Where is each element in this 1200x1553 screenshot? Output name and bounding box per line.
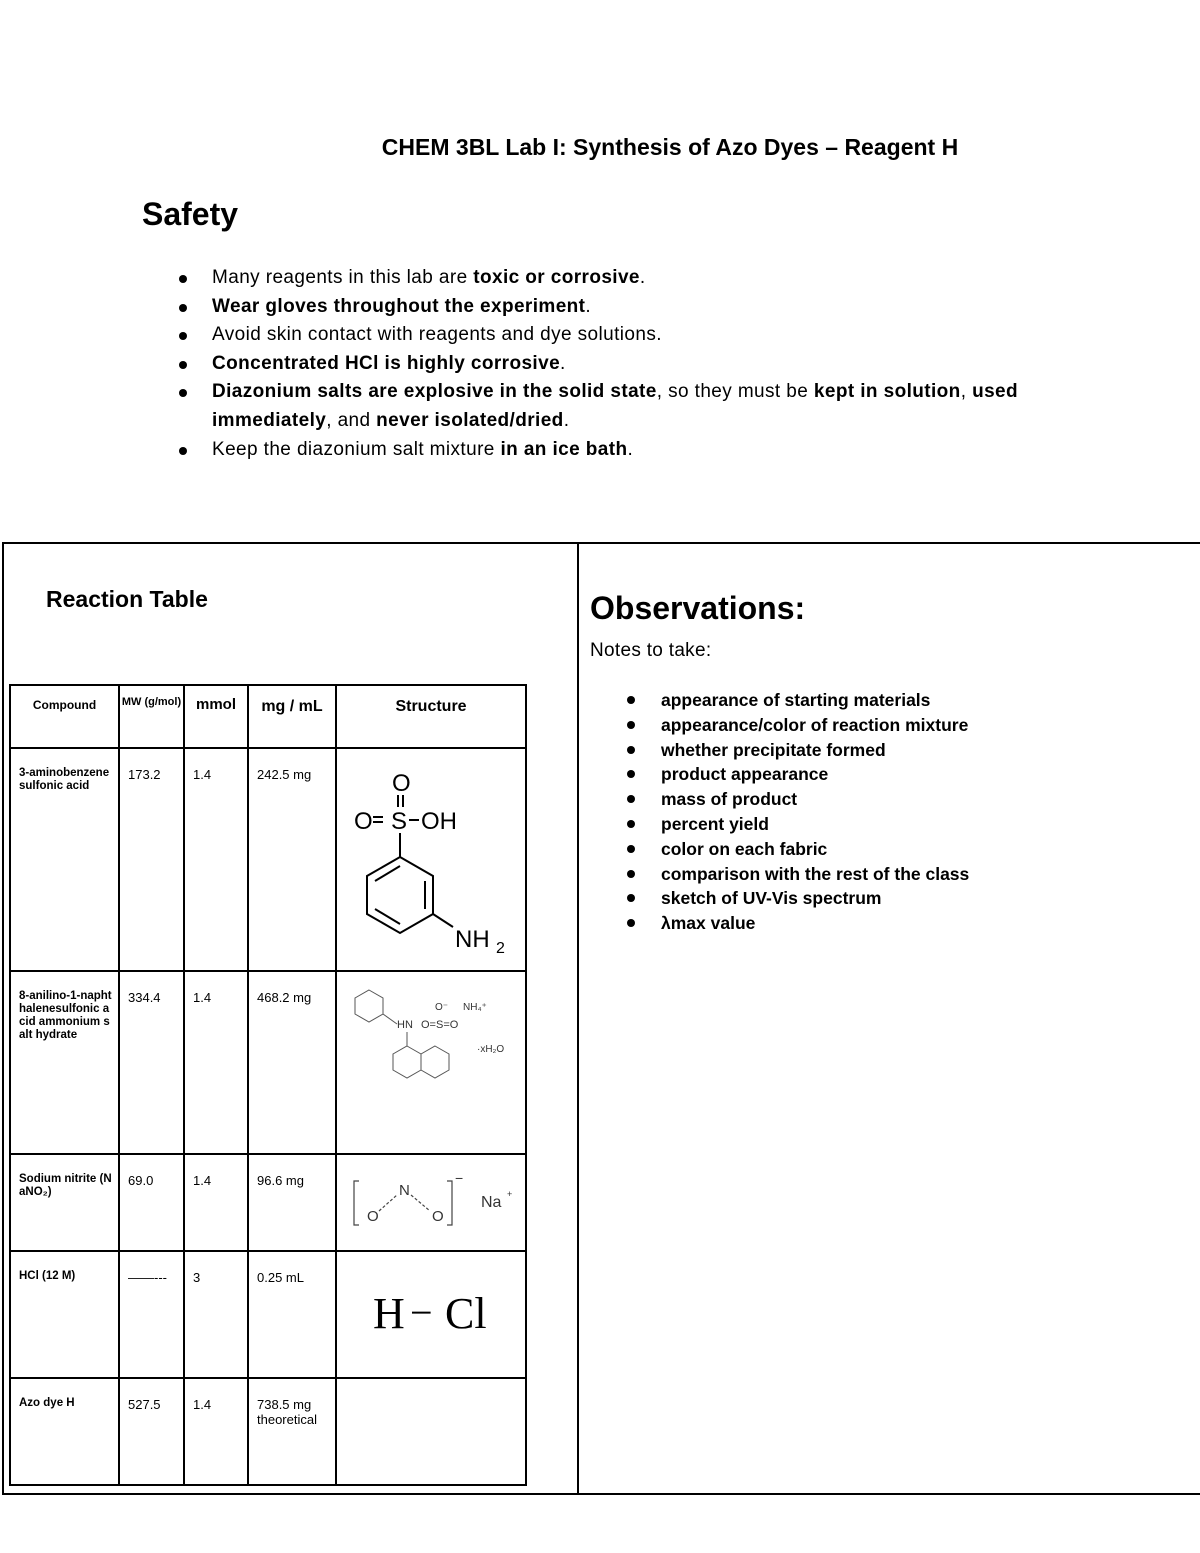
text: , so they must be	[656, 381, 814, 403]
compound-name: HCl (12 M)	[10, 1251, 119, 1378]
header-compound: Compound	[10, 685, 119, 748]
observation-item: sketch of UV-Vis spectrum	[624, 886, 969, 911]
header-structure: Structure	[336, 685, 526, 748]
observation-item: color on each fabric	[624, 837, 969, 862]
mmol-value: 1.4	[184, 748, 248, 971]
svg-text:+: +	[507, 1189, 513, 1199]
compound-name: 8-anilino-1-naphthalenesulfonic acid ammonium salt hydrate	[10, 971, 119, 1154]
compound-name: Sodium nitrite (NaNO₂)	[10, 1154, 119, 1251]
safety-item	[176, 378, 1136, 435]
observation-item: whether precipitate formed	[624, 738, 969, 763]
svg-text:O: O	[354, 808, 373, 835]
text: .	[560, 352, 566, 374]
safety-item	[176, 293, 1136, 322]
svg-text:O: O	[392, 770, 411, 797]
svg-text:O: O	[367, 1208, 379, 1225]
safety-heading: Safety	[142, 196, 239, 232]
svg-text:HN: HN	[397, 1019, 413, 1031]
bold-text: in an ice bath	[500, 438, 628, 460]
svg-text:OH: OH	[421, 808, 457, 835]
mass-value: 96.6 mg	[248, 1154, 336, 1251]
mw-value: 69.0	[119, 1154, 184, 1251]
observation-item: comparison with the rest of the class	[624, 862, 969, 887]
mass-value: 468.2 mg	[248, 971, 336, 1154]
text: Many reagents in this lab are	[212, 267, 474, 288]
table-row	[10, 1378, 526, 1485]
observations-list	[624, 688, 969, 936]
observation-item: mass of product	[624, 787, 969, 812]
svg-text:N: N	[399, 1182, 410, 1199]
mw-value: 173.2	[119, 748, 184, 971]
safety-item	[176, 321, 1136, 350]
observation-item: percent yield	[624, 812, 969, 837]
observation-item: appearance of starting materials	[624, 688, 969, 713]
bold-text: used immediately	[212, 381, 1019, 431]
bold-text: kept in solution	[813, 381, 961, 403]
observations-heading: Observations:	[590, 590, 806, 626]
bold-text: Diazonium salts are explosive in the solid state	[212, 381, 657, 403]
compound-name: 3-aminobenzenesulfonic acid	[10, 748, 119, 971]
mw-value: 527.5	[119, 1378, 184, 1485]
table-row	[10, 1154, 526, 1251]
observation-item: λmax value	[624, 911, 969, 936]
structure-cell	[336, 1378, 526, 1485]
mmol-value: 1.4	[184, 1154, 248, 1251]
mass-value: 242.5 mg	[248, 748, 336, 971]
svg-text:−: −	[455, 1170, 464, 1186]
mass-value: 738.5 mg theoretical	[248, 1378, 336, 1485]
safety-item	[176, 264, 1136, 293]
safety-item	[176, 350, 1136, 379]
bold-text: never isolated/dried	[376, 409, 564, 431]
text: .	[639, 267, 646, 288]
structure-cell	[336, 971, 526, 1154]
structure-cell	[336, 1154, 526, 1251]
structure-cell	[336, 1251, 526, 1378]
svg-text:Cl: Cl	[445, 1289, 487, 1338]
structure-cell	[336, 748, 526, 971]
text: ,	[960, 381, 973, 403]
text: .	[627, 438, 634, 460]
header-mw: MW (g/mol)	[119, 685, 184, 748]
svg-text:H: H	[373, 1289, 405, 1338]
metanilic-acid-structure-icon	[337, 749, 523, 965]
svg-text:NH: NH	[455, 926, 490, 953]
hcl-structure-icon	[337, 1252, 523, 1372]
mmol-value: 3	[184, 1251, 248, 1378]
mmol-value: 1.4	[184, 1378, 248, 1485]
svg-text:O⁻: O⁻	[435, 1002, 449, 1013]
svg-text:NH₄⁺: NH₄⁺	[463, 1002, 487, 1013]
svg-text:·xH₂O: ·xH₂O	[477, 1044, 505, 1055]
text: , and	[326, 409, 377, 431]
observations-subheading: Notes to take:	[590, 640, 712, 661]
header-mmol: mmol	[184, 685, 248, 748]
mass-value: 0.25 mL	[248, 1251, 336, 1378]
text: Keep the diazonium salt mixture	[212, 438, 501, 460]
mw-value: 334.4	[119, 971, 184, 1154]
svg-text:2: 2	[496, 940, 505, 957]
compound-name: Azo dye H	[10, 1378, 119, 1485]
text: .	[585, 295, 592, 317]
sodium-nitrite-structure-icon	[337, 1155, 523, 1245]
text: Avoid skin contact with reagents and dye solutions.	[212, 324, 662, 346]
svg-text:−: −	[410, 1290, 433, 1335]
observation-item: product appearance	[624, 762, 969, 787]
column-divider	[577, 542, 579, 1493]
mmol-value: 1.4	[184, 971, 248, 1154]
bold-text: Concentrated HCl is highly corrosive	[212, 352, 561, 374]
svg-text:Na: Na	[481, 1194, 502, 1211]
table-row	[10, 748, 526, 971]
svg-text:S: S	[391, 808, 408, 835]
table-header-row	[10, 685, 526, 748]
table-row	[10, 971, 526, 1154]
bold-text: Wear gloves throughout the experiment	[212, 295, 586, 317]
svg-text:O=S=O: O=S=O	[421, 1019, 459, 1031]
safety-list	[176, 264, 1136, 464]
header-mg-ml: mg / mL	[248, 685, 336, 748]
table-row	[10, 1251, 526, 1378]
reaction-table-heading: Reaction Table	[46, 586, 208, 612]
document-title: CHEM 3BL Lab I: Synthesis of Azo Dyes – Reagent H	[381, 134, 959, 160]
mw-value: ——---	[119, 1251, 184, 1378]
text: .	[563, 409, 570, 431]
safety-item	[176, 436, 1136, 465]
reaction-table	[9, 684, 527, 1486]
ans-ammonium-salt-structure-icon	[337, 972, 523, 1148]
bold-text: toxic or corrosive	[473, 267, 640, 288]
svg-text:O: O	[432, 1208, 444, 1225]
observation-item: appearance/color of reaction mixture	[624, 713, 969, 738]
